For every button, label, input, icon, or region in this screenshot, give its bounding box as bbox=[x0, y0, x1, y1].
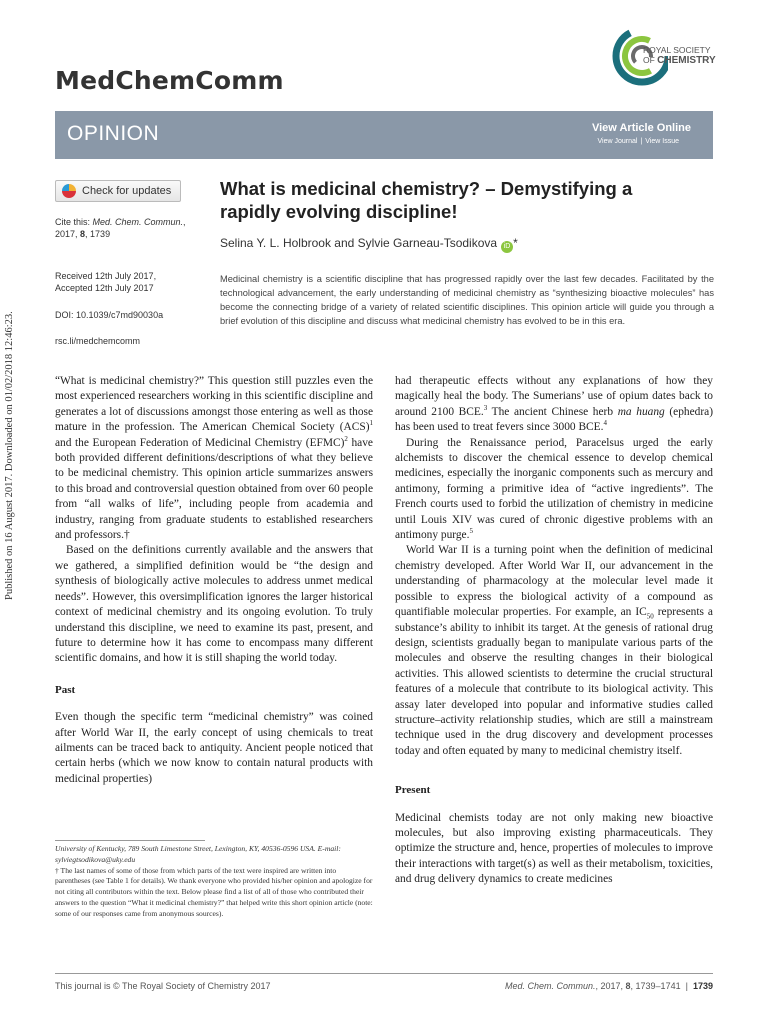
publisher-logo-text bbox=[643, 45, 716, 66]
affiliation: University of Kentucky, 789 South Limestone Street, Lexington, KY, 40536-0596 USA. E-mail: sylviegtsodikova@uky.edu bbox=[55, 844, 341, 864]
publisher-line1: ROYAL SOCIETY bbox=[643, 45, 711, 55]
view-journal-link[interactable]: View Journal bbox=[597, 138, 638, 145]
download-stamp bbox=[4, 300, 18, 600]
view-links-separator: | bbox=[640, 138, 643, 145]
article-title: What is medicinal chemistry? – Demystifying a rapidly evolving discipline! bbox=[220, 178, 633, 222]
text-run: and the European Federation of Medicinal Chemistry (EFMC) bbox=[55, 436, 345, 449]
cite-prefix: Cite this: bbox=[55, 217, 93, 227]
crossmark-icon bbox=[62, 184, 76, 198]
cite-year: 2017, bbox=[55, 229, 81, 239]
cite-pages: , 1739 bbox=[85, 229, 111, 239]
footer-divider bbox=[55, 973, 713, 974]
footer-separator: | bbox=[685, 981, 688, 991]
section-label: OPINION bbox=[67, 122, 160, 145]
received-date: Received 12th July 2017, bbox=[55, 271, 157, 281]
text-run: have both provided different definitions/descriptions of what they believe to be medicinal chemistry. This opinion article summarizes answers to this broad and controversial question obtained from over 60 people from “all walks of life”, including people from academia and industry, ranging from graduate students to established researchers and professors.† bbox=[55, 436, 373, 542]
ref-5[interactable]: 5 bbox=[469, 527, 473, 536]
orcid-icon[interactable]: iD bbox=[501, 241, 513, 253]
cite-journal: Med. Chem. Commun. bbox=[92, 217, 184, 227]
footer-year: , 2017, bbox=[595, 981, 626, 991]
journal-name: MedChemComm bbox=[55, 66, 284, 95]
paragraph bbox=[395, 543, 713, 759]
text-run: (ephedra) has been used to treat fevers since 3000 BCE. bbox=[395, 405, 714, 434]
cite-volume: 8 bbox=[80, 229, 86, 239]
text-run: The ancient Chinese herb bbox=[487, 405, 618, 418]
ref-3[interactable]: 3 bbox=[483, 404, 488, 413]
text-run-italic: ma huang bbox=[617, 405, 665, 418]
paragraph bbox=[395, 374, 713, 436]
footer-copyright: This journal is © The Royal Society of Chemistry 2017 bbox=[55, 981, 271, 991]
paragraph: Medicinal chemists today are not only making new bioactive molecules, but also improving existing pharmaceuticals. They optimize the structure and, hence, properties of molecules to improve their interactions with target(s) as well as their metabolism, toxicities, and drug delivery dynamics to create medicines bbox=[395, 811, 713, 886]
paragraph bbox=[55, 374, 373, 543]
text-run: had therapeutic effects without any explanations of how they magically heal the body. The Sumerians’ use of opium dates back to around 2100 BCE. bbox=[395, 375, 713, 418]
footnote-divider bbox=[55, 840, 205, 841]
cite-this bbox=[55, 216, 186, 240]
text-run: represents a substance’s ability to inhibit its target. At the genesis of rational drug design, scientists gradually began to manipulate various parts of the molecules and observe the resulting changes in their biological activities. This allowed scientists to determine the crucial structural features of a molecule that contribute to its biological activity. This assay later developed into popular and informative studies called structure–activity relationship studies, which are still a mainstream technique used in the drug discovery and development processes today and often equated by many to medicinal chemistry itself. bbox=[395, 606, 713, 757]
footer-pages: , 1739–1741 bbox=[630, 981, 681, 991]
page-number: 1739 bbox=[692, 981, 713, 991]
ref-2[interactable]: 2 bbox=[344, 434, 348, 443]
corresponding-mark: * bbox=[513, 236, 518, 250]
publisher-line2-prefix: OF bbox=[643, 55, 658, 65]
accepted-date: Accepted 12th July 2017 bbox=[55, 283, 154, 293]
subscript: 50 bbox=[646, 612, 654, 621]
paragraph: Based on the definitions currently available and the answers that we gathered, a simplified definition would be “the design and synthesis of biologically active molecules to address unmet medical needs”. However, this oversimplification ignores the larger historical context of medicinal chemistry and its ongoing evolution. To truly understand this discipline, we need to examine its past, present, and future to determine how it has come to encompass many different scientific domains, and how it is still shaping the world today. bbox=[55, 544, 373, 665]
section-heading-past: Past bbox=[55, 683, 76, 696]
view-article-online-link[interactable]: View Article Online bbox=[591, 122, 691, 134]
dates bbox=[55, 270, 156, 294]
text-run: During the Renaissance period, Paracelsus urged the early alchemists to discover the chemical essence to develop chemical medicines, especially the inorganic components such as mercury and antimony, forming a primitive idea of “active ingredients”. The French courts used to forbid the utilization of chemistry in medicine until Louis XIV was cured of chronic digestive problems with an antimony purge. bbox=[395, 436, 713, 542]
ref-4[interactable]: 4 bbox=[603, 419, 607, 428]
view-issue-link[interactable]: View Issue bbox=[645, 138, 679, 145]
view-links bbox=[597, 138, 679, 145]
text-run: “What is medicinal chemistry?” This question still puzzles even the most experienced researchers working in this scientific discipline and generates a lot of discussions amongst those entering as well as those mature in the profession. The American Chemical Society (ACS) bbox=[55, 375, 373, 434]
section-heading-present: Present bbox=[395, 784, 431, 797]
footer-journal: Med. Chem. Commun. bbox=[504, 981, 596, 991]
paragraph: Even though the specific term “medicinal chemistry” was coined after World War II, the early concept of using chemicals to treat ailments can be traced back to antiquity. Ancient people noticed that certain herbs (which we now know to contain natural products with medicinal properties) bbox=[55, 711, 373, 785]
abstract: Medicinal chemistry is a scientific discipline that has progressed rapidly over the last few decades. Facilitated by the technological advancement, the early understanding of medicinal chemistry as “synthesizing bioactive molecules” has become the connecting bridge of a variety of related scientific disciplines. This opinion article will guide you through a brief evolution of this discipline and discuss what medicinal chemistry has evolved to be in this era. bbox=[220, 274, 714, 326]
dagger-footnote: † The last names of some of those from which parts of the text were inspired are written into parentheses (see Table 1 for details). We thank everyone who provided his/her opinion and apologize for not citing all contributors within the text. Below please find a list of all of those who contributed their answers to the question “What it medicinal chemistry?” that helped write this short opinion article (note: some of our responses came from anonymous sources). bbox=[55, 865, 373, 918]
text-run: World War II is a turning point when the definition of medicinal chemistry developed. After World War II, our advancement in the understanding of pharmacology at the molecular level made it possible to express the biological activity of a compound as quantifiable molecular properties. For example, an IC bbox=[395, 544, 713, 619]
footer-volume: 8 bbox=[625, 981, 631, 991]
section-bar bbox=[55, 111, 713, 159]
right-column bbox=[395, 374, 713, 888]
author-names: Selina Y. L. Holbrook and Sylvie Garneau-Tsodikova bbox=[220, 236, 498, 250]
publisher-line2: CHEMISTRY bbox=[657, 55, 716, 66]
authors bbox=[220, 236, 518, 253]
check-for-updates-button[interactable] bbox=[55, 180, 181, 202]
cite-rest: , bbox=[183, 217, 186, 227]
ref-1[interactable]: 1 bbox=[369, 419, 373, 428]
footnotes bbox=[55, 844, 373, 920]
footer-citation bbox=[505, 981, 713, 991]
download-stamp-text: Published on 16 August 2017. Downloaded on 01/02/2018 12:46:23. bbox=[4, 311, 15, 600]
check-for-updates-label: Check for updates bbox=[82, 185, 172, 197]
left-column bbox=[55, 374, 373, 787]
doi[interactable]: DOI: 10.1039/c7md90030a bbox=[55, 310, 164, 320]
journal-url[interactable]: rsc.li/medchemcomm bbox=[55, 336, 141, 346]
paragraph bbox=[395, 436, 713, 544]
